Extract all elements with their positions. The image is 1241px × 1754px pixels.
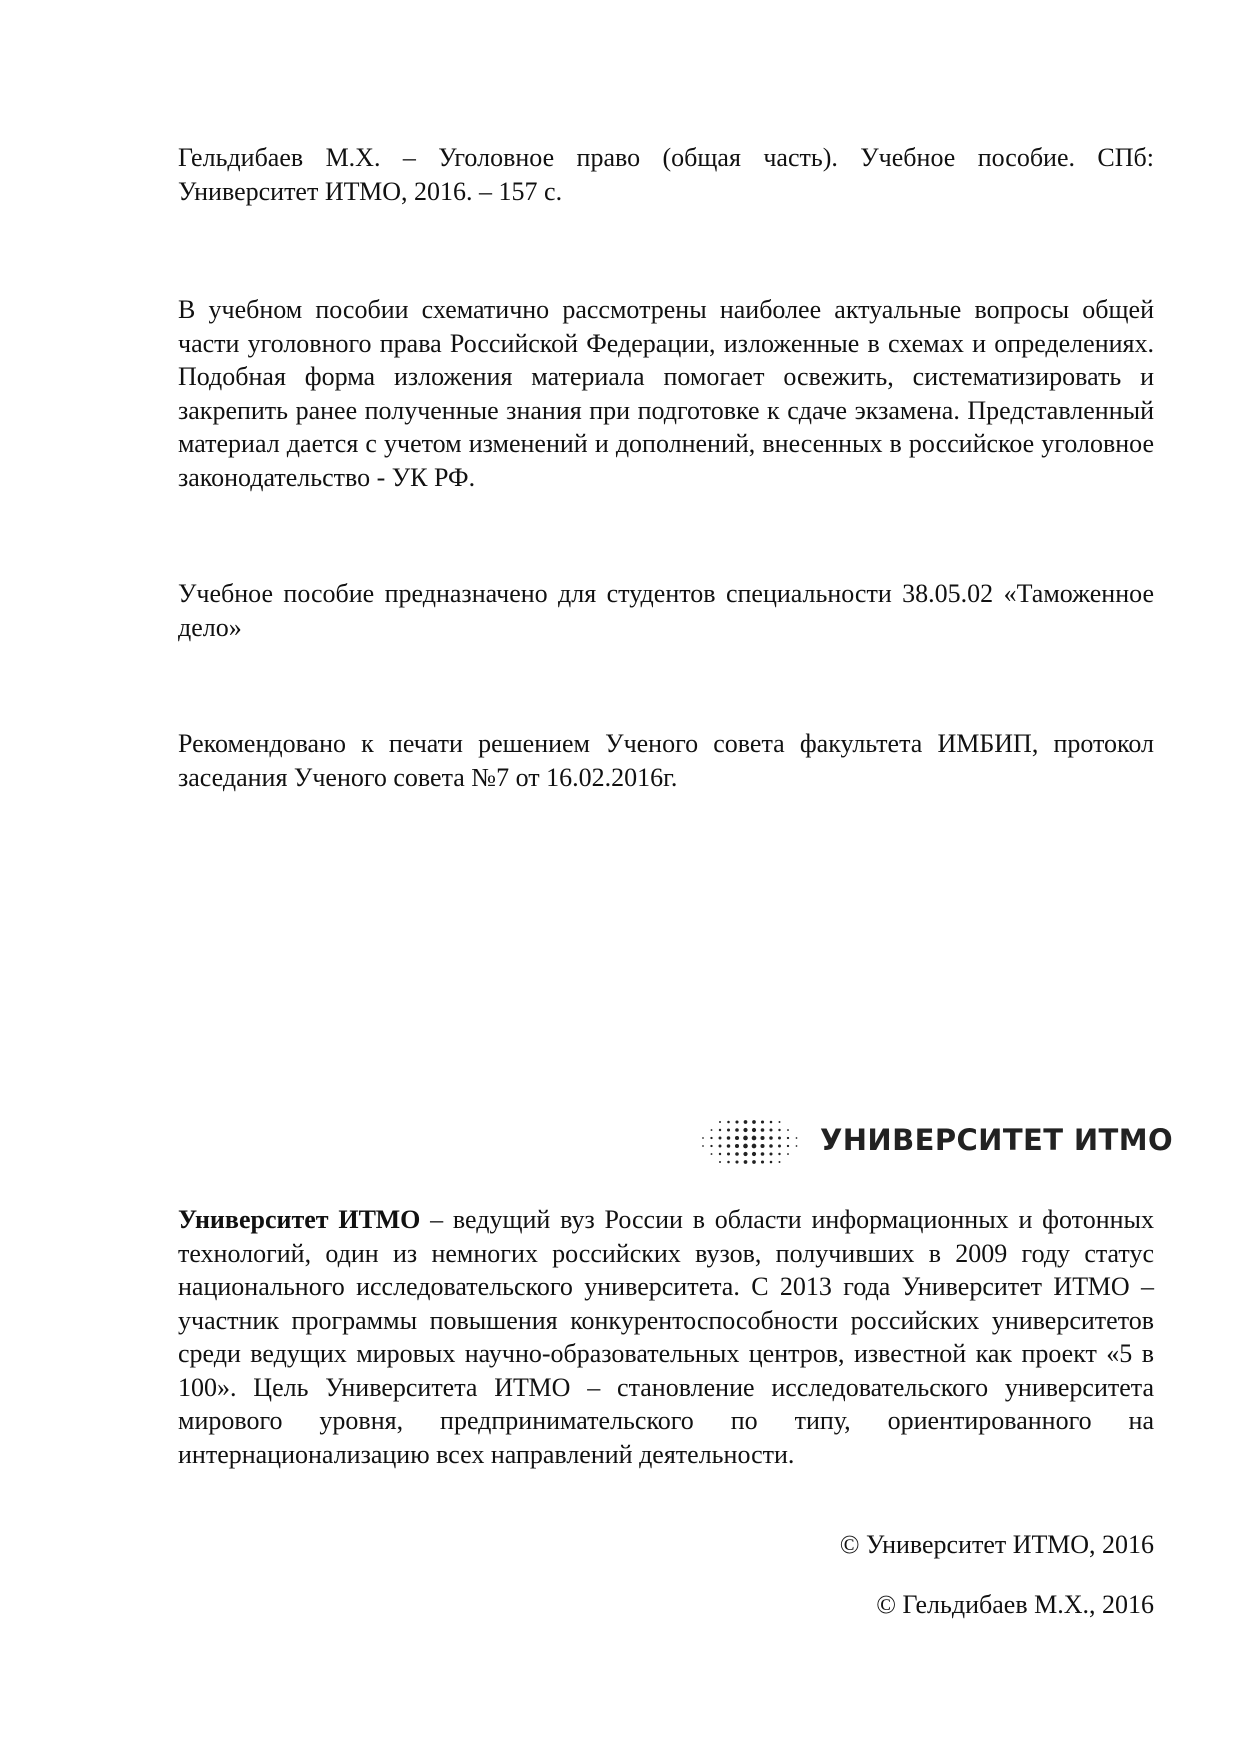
recommendation-paragraph: Рекомендовано к печати решением Ученого совета факультета ИМБИП, протокол заседания Ученого совета №7 от 16.02.2016г. — [178, 729, 1154, 792]
dot-pattern-icon — [698, 1117, 808, 1167]
about-text: – ведущий вуз России в области информационных и фотонных технологий, один из немногих российских вузов, получивших в 2009 году статус национального исследовательского университета. С 2013 года Университет ИТМО – участник программы повышения конкурентоспособности российских университетов среди ведущих мировых научно-образовательных центров, известной как проект «5 в 100». Цель Университета ИТМО – становление исследовательского университета мирового уровня, предпринимательского по типу, ориентированного на интернационализацию всех направлений деятельности. — [178, 1205, 1154, 1469]
logo-text: УНИВЕРСИТЕТ ИТМО — [820, 1123, 1174, 1157]
copyright-author: © Гельдибаев М.Х., 2016 — [876, 1590, 1154, 1619]
copyright-university: © Университет ИТМО, 2016 — [839, 1530, 1154, 1559]
itmo-logo — [698, 1117, 1174, 1167]
bibliographic-citation: Гельдибаев М.Х. – Уголовное право (общая часть). Учебное пособие. СПб: Университет ИТМО, 2016. – 157 с. — [178, 143, 1154, 206]
university-name: Университет ИТМО — [178, 1205, 421, 1234]
audience-paragraph: Учебное пособие предназначено для студентов специальности 38.05.02 «Таможенное дело» — [178, 579, 1154, 642]
annotation-paragraph: В учебном пособии схематично рассмотрены наиболее актуальные вопросы общей части уголовного права Российской Федерации, изложенные в схемах и определениях. Подобная форма изложения материала помогает освежить, систематизировать и закрепить ранее полученные знания при подготовке к сдаче экзамена. Представленный материал дается с учетом изменений и дополнений, внесенных в российское уголовное законодательство - УК РФ. — [178, 295, 1154, 492]
about-university-paragraph — [178, 1203, 1154, 1471]
